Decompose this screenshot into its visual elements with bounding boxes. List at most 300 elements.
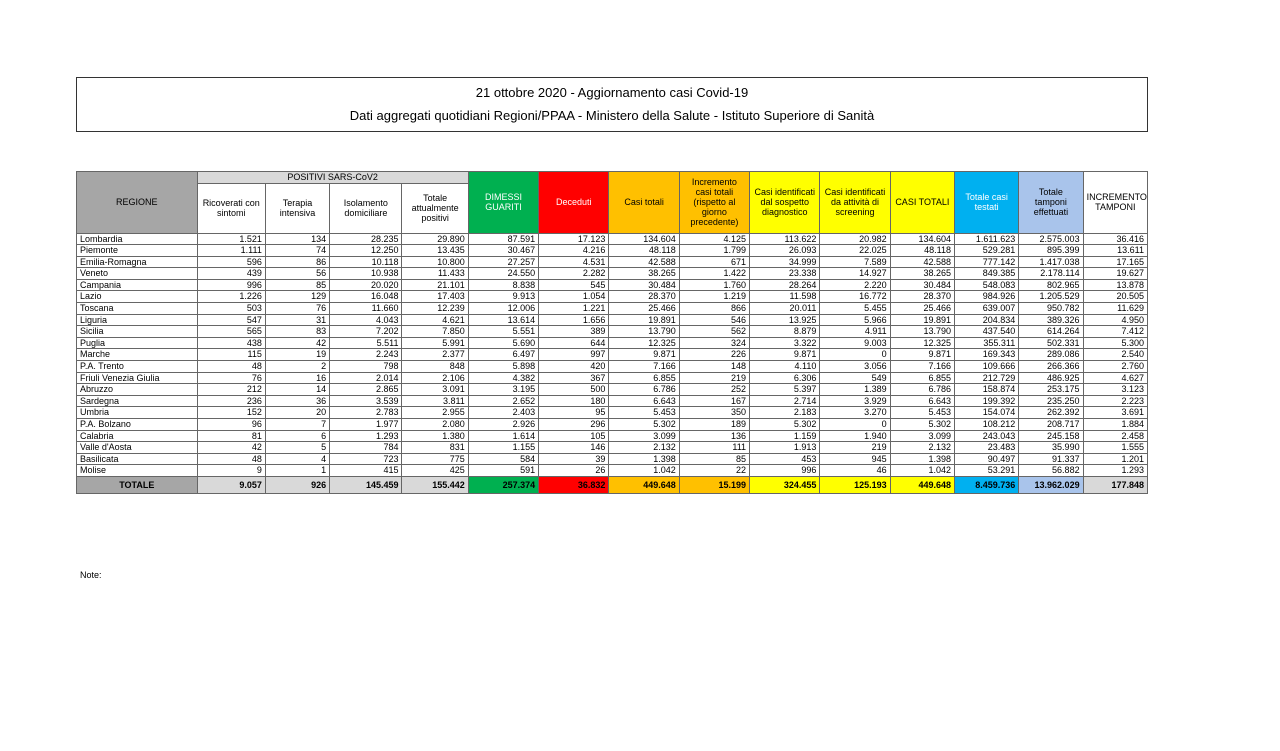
value-cell: 16.772 <box>820 291 890 303</box>
value-cell: 20.020 <box>330 279 402 291</box>
value-cell: 27.257 <box>468 256 538 268</box>
value-cell: 2.220 <box>820 279 890 291</box>
value-cell: 1.398 <box>609 453 679 465</box>
value-cell: 6 <box>265 430 329 442</box>
value-cell: 17.123 <box>539 233 609 245</box>
table-row <box>77 361 1148 373</box>
table-row <box>77 326 1148 338</box>
value-cell: 6.786 <box>609 384 679 396</box>
value-cell: 12.250 <box>330 245 402 257</box>
value-cell: 1.226 <box>197 291 265 303</box>
region-name-cell: P.A. Bolzano <box>77 419 198 431</box>
total-value-cell: 145.459 <box>330 476 402 493</box>
value-cell: 4.627 <box>1083 372 1147 384</box>
value-cell: 13.435 <box>402 245 468 257</box>
table-row <box>77 419 1148 431</box>
value-cell: 6.855 <box>890 372 954 384</box>
total-value-cell: 125.193 <box>820 476 890 493</box>
value-cell: 565 <box>197 326 265 338</box>
value-cell: 5.690 <box>468 337 538 349</box>
value-cell: 3.539 <box>330 395 402 407</box>
value-cell: 6.497 <box>468 349 538 361</box>
value-cell: 85 <box>265 279 329 291</box>
value-cell: 2.783 <box>330 407 402 419</box>
value-cell: 1.656 <box>539 314 609 326</box>
value-cell: 4.621 <box>402 314 468 326</box>
header-regione: REGIONE <box>77 172 198 234</box>
value-cell: 219 <box>820 442 890 454</box>
value-cell: 1.205.529 <box>1019 291 1083 303</box>
value-cell: 324 <box>679 337 749 349</box>
header-sospetto: Casi identificati dal sospetto diagnostico <box>750 172 820 234</box>
value-cell: 38.265 <box>890 268 954 280</box>
value-cell: 9.913 <box>468 291 538 303</box>
value-cell: 2.014 <box>330 372 402 384</box>
value-cell: 547 <box>197 314 265 326</box>
value-cell: 4.950 <box>1083 314 1147 326</box>
region-name-cell: Liguria <box>77 314 198 326</box>
value-cell: 212.729 <box>954 372 1018 384</box>
total-value-cell: 36.832 <box>539 476 609 493</box>
value-cell: 546 <box>679 314 749 326</box>
value-cell: 1.799 <box>679 245 749 257</box>
value-cell: 5.966 <box>820 314 890 326</box>
value-cell: 35.990 <box>1019 442 1083 454</box>
value-cell: 2.926 <box>468 419 538 431</box>
value-cell: 3.195 <box>468 384 538 396</box>
total-value-cell: 324.455 <box>750 476 820 493</box>
value-cell: 108.212 <box>954 419 1018 431</box>
value-cell: 167 <box>679 395 749 407</box>
region-name-cell: Puglia <box>77 337 198 349</box>
value-cell: 1.977 <box>330 419 402 431</box>
value-cell: 1 <box>265 465 329 477</box>
value-cell: 30.467 <box>468 245 538 257</box>
table-row <box>77 291 1148 303</box>
total-value-cell: 449.648 <box>890 476 954 493</box>
value-cell: 1.380 <box>402 430 468 442</box>
value-cell: 367 <box>539 372 609 384</box>
value-cell: 10.118 <box>330 256 402 268</box>
value-cell: 20.982 <box>820 233 890 245</box>
value-cell: 134 <box>265 233 329 245</box>
value-cell: 4.216 <box>539 245 609 257</box>
value-cell: 28.370 <box>609 291 679 303</box>
value-cell: 19.891 <box>890 314 954 326</box>
value-cell: 26.093 <box>750 245 820 257</box>
value-cell: 2.106 <box>402 372 468 384</box>
value-cell: 2.183 <box>750 407 820 419</box>
value-cell: 226 <box>679 349 749 361</box>
table-row <box>77 233 1148 245</box>
header-deceduti: Deceduti <box>539 172 609 234</box>
value-cell: 115 <box>197 349 265 361</box>
value-cell: 3.322 <box>750 337 820 349</box>
value-cell: 2.132 <box>890 442 954 454</box>
region-name-cell: Marche <box>77 349 198 361</box>
total-value-cell: 449.648 <box>609 476 679 493</box>
value-cell: 90.497 <box>954 453 1018 465</box>
value-cell: 5.302 <box>750 419 820 431</box>
value-cell: 158.874 <box>954 384 1018 396</box>
value-cell: 5.300 <box>1083 337 1147 349</box>
header-incremento: Incremento casi totali (rispetto al giorno precedente) <box>679 172 749 234</box>
value-cell: 11.660 <box>330 303 402 315</box>
total-value-cell: 155.442 <box>402 476 468 493</box>
value-cell: 614.264 <box>1019 326 1083 338</box>
value-cell: 17.165 <box>1083 256 1147 268</box>
region-name-cell: Valle d'Aosta <box>77 442 198 454</box>
table-row <box>77 453 1148 465</box>
total-value-cell: 9.057 <box>197 476 265 493</box>
value-cell: 23.483 <box>954 442 1018 454</box>
value-cell: 12.325 <box>890 337 954 349</box>
value-cell: 36 <box>265 395 329 407</box>
value-cell: 7.202 <box>330 326 402 338</box>
value-cell: 644 <box>539 337 609 349</box>
value-cell: 439 <box>197 268 265 280</box>
value-cell: 1.521 <box>197 233 265 245</box>
region-name-cell: Molise <box>77 465 198 477</box>
value-cell: 3.123 <box>1083 384 1147 396</box>
value-cell: 8.879 <box>750 326 820 338</box>
value-cell: 31 <box>265 314 329 326</box>
header-totale-positivi: Totale attualmente positivi <box>402 183 468 233</box>
value-cell: 266.366 <box>1019 361 1083 373</box>
value-cell: 1.555 <box>1083 442 1147 454</box>
value-cell: 13.790 <box>609 326 679 338</box>
total-value-cell: 13.962.029 <box>1019 476 1083 493</box>
header-casi-totali-caps: CASI TOTALI <box>890 172 954 234</box>
value-cell: 996 <box>197 279 265 291</box>
value-cell: 5.511 <box>330 337 402 349</box>
value-cell: 7.166 <box>609 361 679 373</box>
table-row <box>77 256 1148 268</box>
value-cell: 199.392 <box>954 395 1018 407</box>
value-cell: 28.370 <box>890 291 954 303</box>
value-cell: 20.011 <box>750 303 820 315</box>
value-cell: 3.811 <box>402 395 468 407</box>
value-cell: 2.377 <box>402 349 468 361</box>
value-cell: 9 <box>197 465 265 477</box>
value-cell: 48 <box>197 453 265 465</box>
value-cell: 42 <box>265 337 329 349</box>
value-cell: 87.591 <box>468 233 538 245</box>
value-cell: 6.643 <box>890 395 954 407</box>
value-cell: 9.871 <box>750 349 820 361</box>
value-cell: 1.611.623 <box>954 233 1018 245</box>
header-terapia: Terapia intensiva <box>265 183 329 233</box>
report-subtitle: Dati aggregati quotidiani Regioni/PPAA - Ministero della Salute - Istituto Superiore di Sanità <box>349 108 875 123</box>
value-cell: 1.054 <box>539 291 609 303</box>
value-cell: 289.086 <box>1019 349 1083 361</box>
value-cell: 20.505 <box>1083 291 1147 303</box>
value-cell: 29.890 <box>402 233 468 245</box>
value-cell: 12.006 <box>468 303 538 315</box>
value-cell: 20 <box>265 407 329 419</box>
value-cell: 1.940 <box>820 430 890 442</box>
header-positivi-group: POSITIVI SARS-CoV2 <box>197 172 468 184</box>
value-cell: 26 <box>539 465 609 477</box>
header-casi-totali: Casi totali <box>609 172 679 234</box>
value-cell: 2.955 <box>402 407 468 419</box>
value-cell: 39 <box>539 453 609 465</box>
value-cell: 798 <box>330 361 402 373</box>
value-cell: 350 <box>679 407 749 419</box>
value-cell: 253.175 <box>1019 384 1083 396</box>
value-cell: 2.223 <box>1083 395 1147 407</box>
note-label: Note: <box>80 570 102 580</box>
value-cell: 3.099 <box>609 430 679 442</box>
value-cell: 91.337 <box>1019 453 1083 465</box>
value-cell: 148 <box>679 361 749 373</box>
value-cell: 4.911 <box>820 326 890 338</box>
value-cell: 3.691 <box>1083 407 1147 419</box>
value-cell: 3.099 <box>890 430 954 442</box>
table-row <box>77 303 1148 315</box>
value-cell: 16.048 <box>330 291 402 303</box>
header-ricoverati: Ricoverati con sintomi <box>197 183 265 233</box>
header-incremento-tamponi: INCREMENTO TAMPONI <box>1083 172 1147 234</box>
value-cell: 996 <box>750 465 820 477</box>
value-cell: 2.458 <box>1083 430 1147 442</box>
value-cell: 4.110 <box>750 361 820 373</box>
value-cell: 9.871 <box>609 349 679 361</box>
table-row <box>77 395 1148 407</box>
header-testati: Totale casi testati <box>954 172 1018 234</box>
value-cell: 10.938 <box>330 268 402 280</box>
value-cell: 2 <box>265 361 329 373</box>
value-cell: 76 <box>197 372 265 384</box>
value-cell: 437.540 <box>954 326 1018 338</box>
value-cell: 85 <box>679 453 749 465</box>
value-cell: 262.392 <box>1019 407 1083 419</box>
value-cell: 453 <box>750 453 820 465</box>
value-cell: 14 <box>265 384 329 396</box>
value-cell: 245.158 <box>1019 430 1083 442</box>
value-cell: 486.925 <box>1019 372 1083 384</box>
header-isolamento: Isolamento domiciliare <box>330 183 402 233</box>
region-name-cell: Campania <box>77 279 198 291</box>
value-cell: 3.056 <box>820 361 890 373</box>
value-cell: 56.882 <box>1019 465 1083 477</box>
value-cell: 4.382 <box>468 372 538 384</box>
table-row <box>77 245 1148 257</box>
value-cell: 28.235 <box>330 233 402 245</box>
value-cell: 5.991 <box>402 337 468 349</box>
value-cell: 21.101 <box>402 279 468 291</box>
table-row <box>77 279 1148 291</box>
value-cell: 38.265 <box>609 268 679 280</box>
total-label-cell: TOTALE <box>77 476 198 493</box>
value-cell: 1.760 <box>679 279 749 291</box>
value-cell: 4 <box>265 453 329 465</box>
value-cell: 8.838 <box>468 279 538 291</box>
total-value-cell: 177.848 <box>1083 476 1147 493</box>
value-cell: 639.007 <box>954 303 1018 315</box>
value-cell: 895.399 <box>1019 245 1083 257</box>
value-cell: 945 <box>820 453 890 465</box>
header-screening: Casi identificati da attività di screening <box>820 172 890 234</box>
value-cell: 503 <box>197 303 265 315</box>
value-cell: 2.178.114 <box>1019 268 1083 280</box>
value-cell: 7.850 <box>402 326 468 338</box>
value-cell: 13.790 <box>890 326 954 338</box>
value-cell: 5.551 <box>468 326 538 338</box>
value-cell: 1.293 <box>1083 465 1147 477</box>
value-cell: 7 <box>265 419 329 431</box>
value-cell: 5.302 <box>890 419 954 431</box>
value-cell: 5.397 <box>750 384 820 396</box>
value-cell: 849.385 <box>954 268 1018 280</box>
value-cell: 25.466 <box>609 303 679 315</box>
value-cell: 74 <box>265 245 329 257</box>
value-cell: 13.611 <box>1083 245 1147 257</box>
value-cell: 545 <box>539 279 609 291</box>
value-cell: 152 <box>197 407 265 419</box>
value-cell: 2.714 <box>750 395 820 407</box>
value-cell: 3.929 <box>820 395 890 407</box>
value-cell: 189 <box>679 419 749 431</box>
value-cell: 16 <box>265 372 329 384</box>
value-cell: 111 <box>679 442 749 454</box>
value-cell: 415 <box>330 465 402 477</box>
value-cell: 235.250 <box>1019 395 1083 407</box>
value-cell: 22 <box>679 465 749 477</box>
value-cell: 1.219 <box>679 291 749 303</box>
value-cell: 1.042 <box>609 465 679 477</box>
value-cell: 42 <box>197 442 265 454</box>
region-name-cell: Lombardia <box>77 233 198 245</box>
header-tamponi: Totale tamponi effettuati <box>1019 172 1083 234</box>
value-cell: 42.588 <box>609 256 679 268</box>
value-cell: 5.455 <box>820 303 890 315</box>
value-cell: 10.800 <box>402 256 468 268</box>
region-name-cell: Friuli Venezia Giulia <box>77 372 198 384</box>
region-name-cell: Calabria <box>77 430 198 442</box>
value-cell: 25.466 <box>890 303 954 315</box>
value-cell: 13.925 <box>750 314 820 326</box>
table-row <box>77 465 1148 477</box>
value-cell: 22.025 <box>820 245 890 257</box>
value-cell: 5.453 <box>609 407 679 419</box>
value-cell: 7.589 <box>820 256 890 268</box>
value-cell: 438 <box>197 337 265 349</box>
table-body <box>77 233 1148 493</box>
table-row <box>77 384 1148 396</box>
value-cell: 562 <box>679 326 749 338</box>
value-cell: 4.043 <box>330 314 402 326</box>
table-row <box>77 337 1148 349</box>
value-cell: 146 <box>539 442 609 454</box>
value-cell: 389.326 <box>1019 314 1083 326</box>
value-cell: 425 <box>402 465 468 477</box>
value-cell: 6.643 <box>609 395 679 407</box>
value-cell: 1.884 <box>1083 419 1147 431</box>
table-row <box>77 314 1148 326</box>
value-cell: 134.604 <box>609 233 679 245</box>
value-cell: 34.999 <box>750 256 820 268</box>
value-cell: 1.155 <box>468 442 538 454</box>
value-cell: 1.042 <box>890 465 954 477</box>
value-cell: 548.083 <box>954 279 1018 291</box>
value-cell: 36.416 <box>1083 233 1147 245</box>
value-cell: 2.540 <box>1083 349 1147 361</box>
value-cell: 420 <box>539 361 609 373</box>
value-cell: 0 <box>820 419 890 431</box>
value-cell: 2.760 <box>1083 361 1147 373</box>
report-header <box>76 77 1148 132</box>
value-cell: 12.239 <box>402 303 468 315</box>
value-cell: 11.598 <box>750 291 820 303</box>
value-cell: 2.132 <box>609 442 679 454</box>
value-cell: 1.111 <box>197 245 265 257</box>
value-cell: 252 <box>679 384 749 396</box>
region-name-cell: Sardegna <box>77 395 198 407</box>
total-value-cell: 8.459.736 <box>954 476 1018 493</box>
value-cell: 296 <box>539 419 609 431</box>
value-cell: 1.422 <box>679 268 749 280</box>
value-cell: 802.965 <box>1019 279 1083 291</box>
value-cell: 136 <box>679 430 749 442</box>
value-cell: 7.166 <box>890 361 954 373</box>
value-cell: 2.575.003 <box>1019 233 1083 245</box>
value-cell: 48.118 <box>890 245 954 257</box>
value-cell: 2.282 <box>539 268 609 280</box>
total-value-cell: 15.199 <box>679 476 749 493</box>
value-cell: 212 <box>197 384 265 396</box>
value-cell: 53.291 <box>954 465 1018 477</box>
value-cell: 723 <box>330 453 402 465</box>
value-cell: 180 <box>539 395 609 407</box>
value-cell: 1.398 <box>890 453 954 465</box>
value-cell: 2.403 <box>468 407 538 419</box>
value-cell: 154.074 <box>954 407 1018 419</box>
region-name-cell: Abruzzo <box>77 384 198 396</box>
value-cell: 2.865 <box>330 384 402 396</box>
table-row <box>77 349 1148 361</box>
value-cell: 219 <box>679 372 749 384</box>
value-cell: 997 <box>539 349 609 361</box>
value-cell: 243.043 <box>954 430 1018 442</box>
value-cell: 950.782 <box>1019 303 1083 315</box>
region-name-cell: Veneto <box>77 268 198 280</box>
value-cell: 19 <box>265 349 329 361</box>
value-cell: 23.338 <box>750 268 820 280</box>
value-cell: 13.614 <box>468 314 538 326</box>
region-name-cell: Umbria <box>77 407 198 419</box>
table-row <box>77 442 1148 454</box>
value-cell: 86 <box>265 256 329 268</box>
value-cell: 9.003 <box>820 337 890 349</box>
value-cell: 5 <box>265 442 329 454</box>
report-title: 21 ottobre 2020 - Aggiornamento casi Covid-19 <box>475 85 749 100</box>
table-row <box>77 268 1148 280</box>
value-cell: 96 <box>197 419 265 431</box>
value-cell: 24.550 <box>468 268 538 280</box>
total-value-cell: 257.374 <box>468 476 538 493</box>
value-cell: 1.221 <box>539 303 609 315</box>
value-cell: 208.717 <box>1019 419 1083 431</box>
value-cell: 777.142 <box>954 256 1018 268</box>
value-cell: 46 <box>820 465 890 477</box>
value-cell: 83 <box>265 326 329 338</box>
value-cell: 6.306 <box>750 372 820 384</box>
value-cell: 105 <box>539 430 609 442</box>
value-cell: 7.412 <box>1083 326 1147 338</box>
value-cell: 12.325 <box>609 337 679 349</box>
value-cell: 549 <box>820 372 890 384</box>
